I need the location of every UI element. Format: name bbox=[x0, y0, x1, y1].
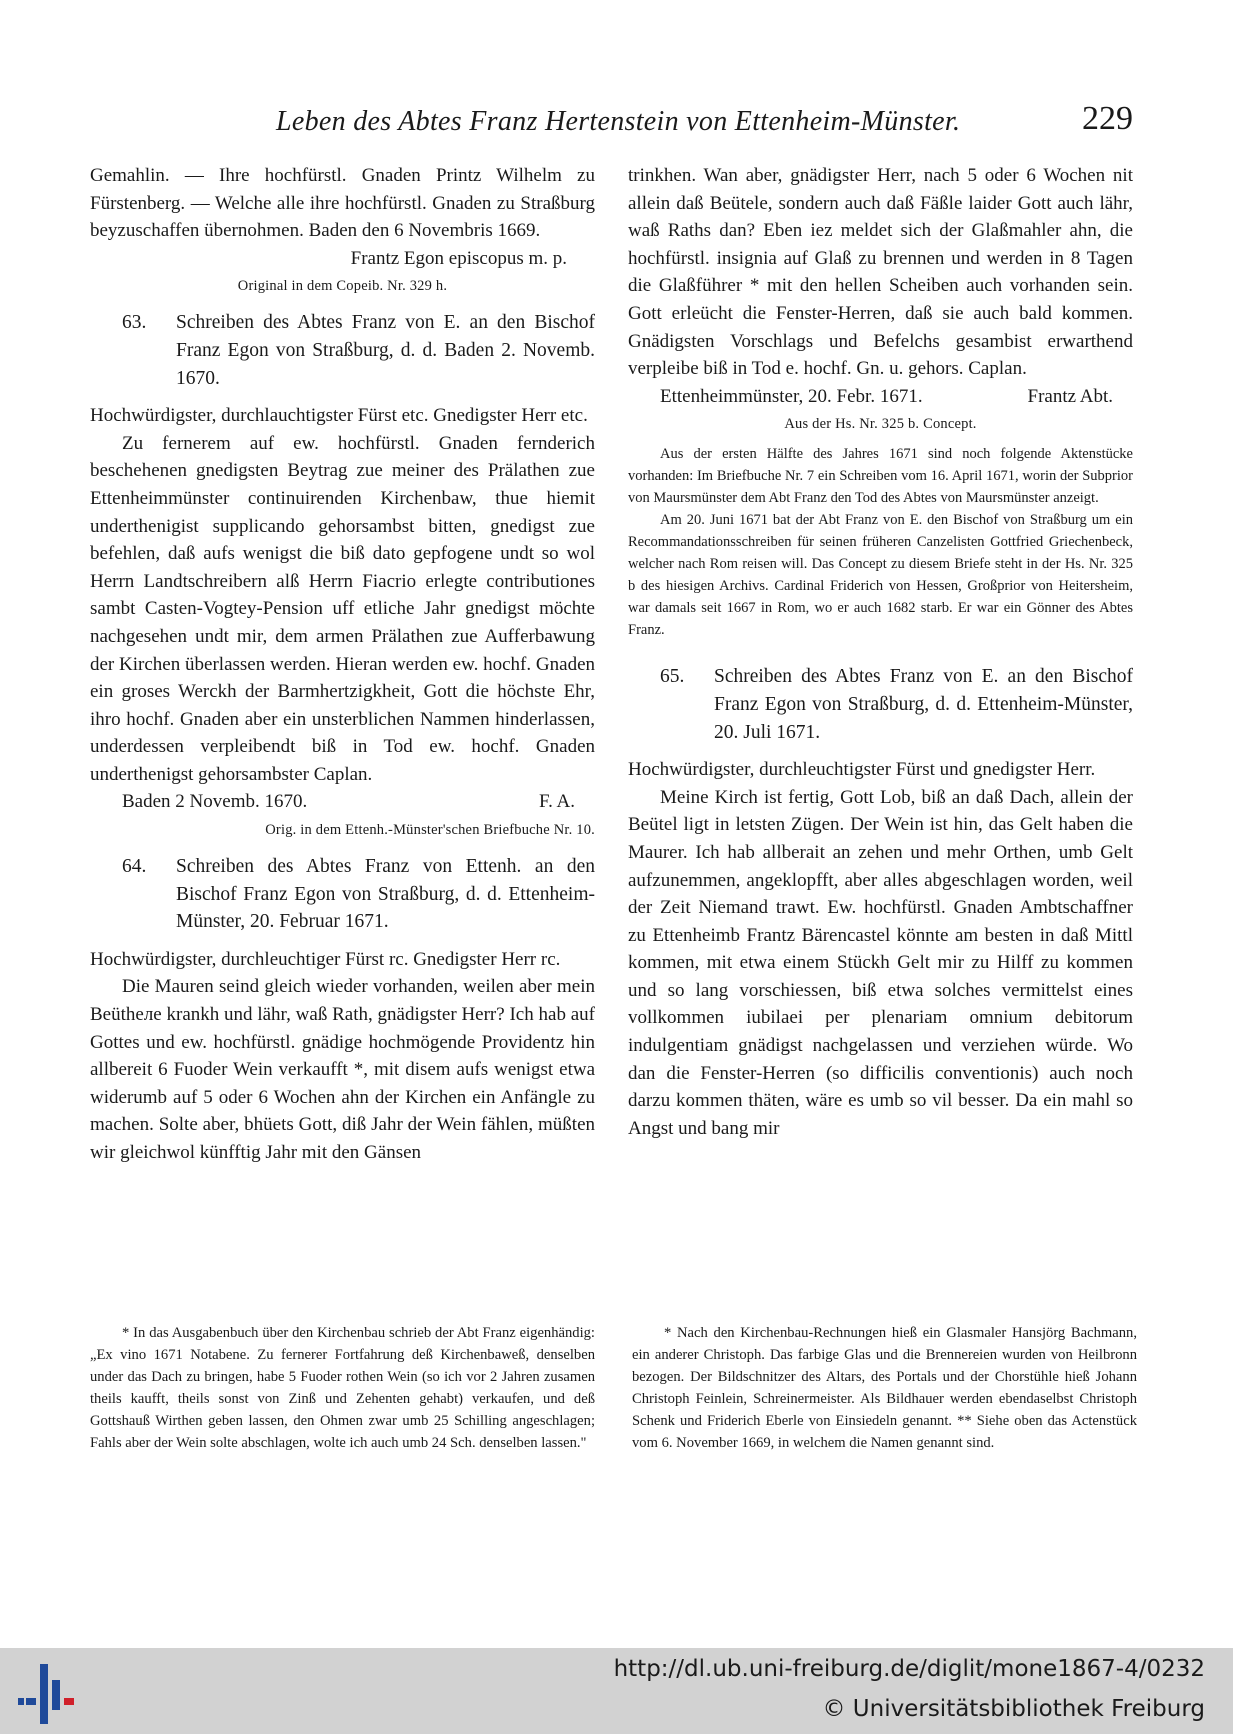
salutation: Hochwürdigster, durchlauchtigster Fürst etc. Gnedigster Herr etc. bbox=[90, 405, 588, 427]
document-number: 65. bbox=[660, 666, 685, 688]
right-column bbox=[628, 162, 1133, 1142]
page-number: 229 bbox=[1082, 100, 1133, 137]
document-title: Schreiben des Abtes Franz von E. an den Bischof Franz Egon von Straßburg, d. d. Ettenheim-Münster, 20. Juli 1671. bbox=[714, 666, 1133, 743]
running-title: Leben des Abtes Franz Hertenstein von Ettenheim-Münster. bbox=[276, 106, 961, 137]
document-number: 64. bbox=[122, 856, 147, 878]
ub-freiburg-logo-icon[interactable] bbox=[18, 1662, 82, 1726]
document-heading-65 bbox=[628, 663, 1133, 746]
signature: Frantz Abt. bbox=[1027, 385, 1113, 407]
footnote-text: * In das Ausgabenbuch über den Kirchenbau schrieb der Abt Franz eigenhändig: „Ex vino 1671 Notabene. Zu fernerer Fortfahrung deß Kirchenbaweß, denselben under das Dach zu bringen, habe 5 Fuoder rothen Wein (so ich vor 2 Jahren zusamen theils kaufft, theils sonst von Zinß und Zehenten gehabt) verkaufen, und deß Gottshauß Wirthen geben lassen, den Ohmen zwar umb 25 Schilling angeschlagen; Fahls aber der Wein solte abschlagen, wolte ich auch umb 24 Sch. denselben lassen." bbox=[90, 1325, 595, 1451]
editorial-note bbox=[628, 443, 1133, 641]
permalink-url[interactable]: http://dl.ub.uni-freiburg.de/diglit/mone1867-4/0232 bbox=[613, 1656, 1205, 1682]
document-title: Schreiben des Abtes Franz von E. an den Bischof Franz Egon von Straßburg, d. d. Baden 2. Novemb. 1670. bbox=[176, 312, 595, 389]
note-paragraph: Am 20. Juni 1671 bat der Abt Franz von E. den Bischof von Straßburg um ein Recommandationsschreiben für seinen früheren Canzelisten Gottfried Griechenbeck, welcher nach Rom reisen will. Das Concept zu diesem Briefe steht in der Hs. Nr. 325 b des hiesigen Archivs. Cardinal Friderich von Hessen, Großprior von Heitersheim, war damals seit 1667 in Rom, wo er auch 1682 starb. Er war ein Gönner des Abtes Franz. bbox=[628, 512, 1133, 639]
footnote-text: * Nach den Kirchenbau-Rechnungen hieß ein Glasmaler Hansjörg Bachmann, ein anderer Christoph. Das farbige Glas und die Brennereien wurden von Heilbronn bezogen. Der Bildschnitzer des Altars, des Portals und der Chorstühle hieß Johann Christoph Feinlein, Schreinermeister. Als Bildhauer werden ebendaselbst Christoph Schenk und Friderich Eberle von Einsiedeln genannt. ** Siehe oben das Actenstück vom 6. November 1669, in welchem die Namen genannt sind. bbox=[632, 1325, 1137, 1451]
document-number: 63. bbox=[122, 312, 147, 334]
letter-paragraph: Meine Kirch ist fertig, Gott Lob, biß an daß Dach, allein der Beütel ligt in letsten Zügen. Der Wein ist hin, das Gelt haben die Maurer. Ich hab allberait an zehen und mehr Orthen, umb Gelt aufzunemmen, angeklopfft, aber alles abgeschlagen worden, weil der Zeit Niemand trawt. Ew. hochfürstl. Gnaden Ambtschaffner zu Ettenheimb Frantz Bärencastel könnte am besten in daß Mittl kommen, mit etwa einem Stückh Gelt mir zu Hilff zu kommen und so lang vorschiessen, biß etwa solches vermittelst eines vollkommen iubilaei per plenariam omnium debitorum indulgentiam gnädigst nachgelassen und verziehen würde. Wo dan die Fenster-Herren (so difficilis conventionis) auch noch darzu kommen thäten, wäre es umb so vil besser. Da ein mahl so Angst und bang mir bbox=[628, 786, 1133, 1139]
note-paragraph: Aus der ersten Hälfte des Jahres 1671 sind noch folgende Aktenstücke vorhanden: Im Briefbuche Nr. 7 ein Schreiben vom 16. April 1671, worin der Subprior von Maursmünster dem Abt Franz den Tod des Abtes von Maursmünster anzeigt. bbox=[628, 446, 1133, 507]
source-note: Orig. in dem Ettenh.-Münster'schen Briefbuche Nr. 10. bbox=[265, 822, 595, 839]
copyright-notice: © Universitätsbibliothek Freiburg bbox=[822, 1696, 1205, 1722]
salutation: Hochwürdigster, durchleuchtigster Fürst und gnedigster Herr. bbox=[628, 759, 1096, 781]
letter-paragraph: Die Mauren seind gleich wieder vorhanden, weilen aber mein Beütheле krankh und lähr, waß Rath, gnädigster Herr? Ich hab auf Gottes und ew. hochfürstl. gnädige hochmögende Providentz hin allbereit 6 Fuoder Wein verkaufft *, mit disem aufs wenigst etwa widerumb auf 5 oder 6 Wochen ahn der Kirchen ein Anfängle zu machen. Solte aber, bhüets Gott, diß Jahr der Wein fählen, müßten wir gleichwol künfftig Jahr mit den Gänsen bbox=[90, 976, 595, 1163]
document-63-body bbox=[90, 402, 595, 788]
letter-paragraph: trinkhen. Wan aber, gnädigster Herr, nach 5 oder 6 Wochen nit allein daß Beütele, sondern auch daß Fäßle laider Gott auch lähr, waß Raths dan? Eben iez meldet sich der Glaßmahler ahn, die hochfürstl. insignia auf Glaß zu brennen und werden in 8 Tagen die Glaßführer * mit den hellen Scheiben auch vorhanden sein. Gott erleücht die Fenster-Herren, daß sie auch bald kommen. Gnädigsten Vorschlags und Befelchs gesambist erwarthend verpleibe biß in Tod e. hochf. Gn. u. gehors. Caplan. bbox=[628, 165, 1133, 380]
letter-paragraph: Zu fernerem auf ew. hochfürstl. Gnaden fernderich beschehenen gnedigsten Beytrag zue meiner des Prälathen zue Ettenheimmünster continuirenden Kirchenbaw, thue hiemit underthenigist supplicando gehorsambst bitten, gnedigst zue befehlen, daß aufs wenigst die biß dato gepfogene undt so wol Herrn Landtschreibern alß Herrn Fiacrio erlegte contributiones sambt Casten-Vogtey-Pension uff etliche Jahr gnedigst möchte nachgesehen undt mir, dem armen Prälathen zue Aufferbawung der Kirchen überlassen werden. Hieran werden ew. hochf. Gnaden ein groses Werckh der Barmhertzigkheit, Gott die höchste Ehr, ihro hochf. Gnaden aber ein unsterblichen Nammen hinderlassen, underdessen verpleibendt biß in Tod ew. hochf. Gnaden underthenigst gehorsambster Caplan. bbox=[90, 432, 595, 785]
document-64-body bbox=[90, 946, 595, 1167]
place-date: Ettenheimmünster, 20. Febr. 1671. bbox=[660, 385, 923, 407]
intro-paragraph: Gemahlin. — Ihre hochfürstl. Gnaden Printz Wilhelm zu Fürstenberg. — Welche alle ihre hochfürstl. Gnaden zu Straßburg beyzuschaffen übernohmen. Baden den 6 Novembris 1669. bbox=[90, 165, 595, 242]
source-note: Aus der Hs. Nr. 325 b. Concept. bbox=[784, 416, 977, 433]
document-title: Schreiben des Abtes Franz von Ettenh. an den Bischof Franz Egon von Straßburg, d. d. Ettenheim-Münster, 20. Februar 1671. bbox=[176, 856, 595, 933]
document-65-body bbox=[628, 756, 1133, 1142]
closing-line bbox=[628, 383, 1133, 411]
document-heading-64 bbox=[90, 853, 595, 936]
place-date: Baden 2 Novemb. 1670. bbox=[122, 791, 308, 813]
salutation: Hochwürdigster, durchleuchtiger Fürst rc. Gnedigster Herr rc. bbox=[90, 948, 561, 970]
footnote-right bbox=[632, 1322, 1137, 1454]
document-heading-63 bbox=[90, 309, 595, 392]
left-intro bbox=[90, 162, 595, 272]
intro-signature: Frantz Egon episcopus m. p. bbox=[350, 247, 567, 269]
signature: F. A. bbox=[539, 791, 575, 813]
continuation-body bbox=[628, 162, 1133, 383]
running-header bbox=[88, 100, 1133, 150]
left-column bbox=[90, 162, 595, 1167]
source-note: Original in dem Copeib. Nr. 329 h. bbox=[237, 278, 448, 295]
footer-band bbox=[0, 1648, 1233, 1734]
footnote-left bbox=[90, 1322, 595, 1454]
closing-line bbox=[90, 788, 595, 816]
